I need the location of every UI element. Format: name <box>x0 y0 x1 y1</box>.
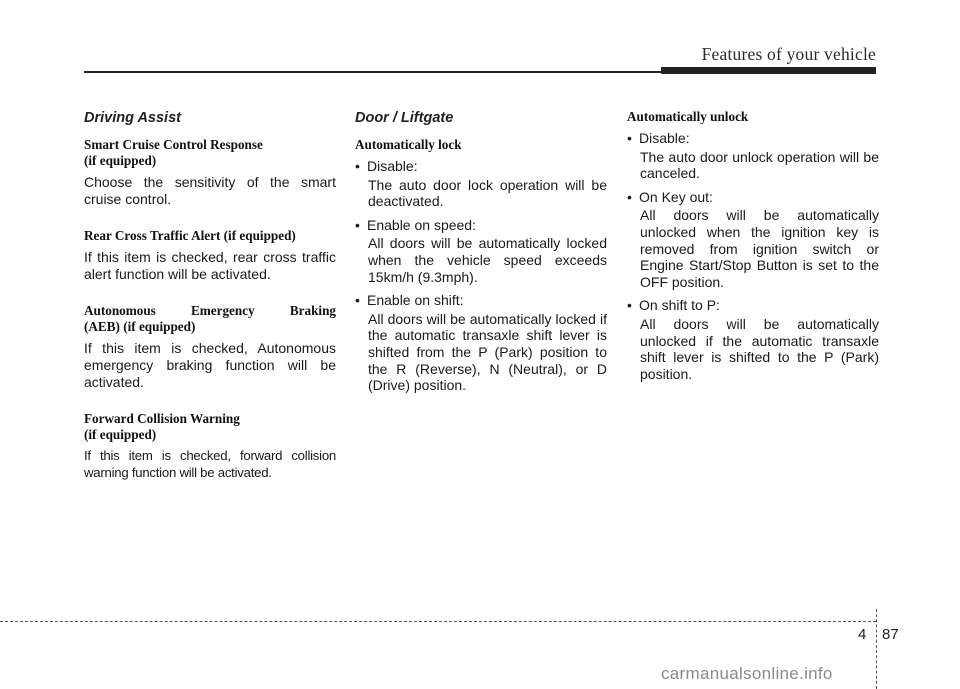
auto-unlock-column <box>627 109 879 389</box>
page-header-title: Features of your vehicle <box>701 44 876 64</box>
watermark: carmanualsonline.info <box>661 664 833 683</box>
list-item <box>627 189 879 291</box>
header-rule <box>84 71 661 73</box>
setting-heading <box>84 137 336 169</box>
option-description: All doors will be automatically unlocked when the ignition key is removed from ignition switch or Engine Start/Stop Button is set to the OFF position. <box>640 207 879 290</box>
setting-description: Choose the sensitivity of the smart cruise control. <box>84 174 336 207</box>
setting-heading-line2: (if equipped) <box>84 153 157 168</box>
setting-heading-line2: (if equipped) <box>84 427 157 443</box>
bullet-icon: • <box>627 297 632 314</box>
bullet-icon: • <box>627 130 632 146</box>
section-title-door-liftgate: Door / Liftgate <box>355 110 454 126</box>
option-description: The auto door unlock operation will be canceled. <box>640 148 879 182</box>
setting-heading <box>84 303 336 335</box>
bullet-icon: • <box>355 158 360 174</box>
option-label: Disable: <box>639 130 690 146</box>
list-item <box>355 158 607 210</box>
option-label: On shift to P: <box>639 297 720 314</box>
setting-heading-line1: Forward Collision Warning <box>84 411 240 427</box>
bullet-icon: • <box>355 292 360 309</box>
setting-description: If this item is checked, rear cross traffic alert function will be activated. <box>84 249 336 282</box>
option-label: Enable on shift: <box>367 292 464 309</box>
bullet-icon: • <box>355 216 360 233</box>
list-item <box>355 217 607 285</box>
setting-heading-line2: (AEB) (if equipped) <box>84 319 196 335</box>
section-title-driving-assist: Driving Assist <box>84 110 181 126</box>
footer-rule <box>0 621 876 622</box>
setting-description: If this item is checked, Autonomous emergency braking function will be activated. <box>84 340 336 390</box>
setting-description: If this item is checked, forward collision warning function will be activated. <box>84 448 336 480</box>
list-item <box>355 292 607 394</box>
option-label: Disable: <box>367 158 418 174</box>
list-item <box>627 130 879 182</box>
chapter-number: 4 <box>858 626 867 643</box>
footer-divider <box>876 609 877 689</box>
option-description: All doors will be automatically unlocked if the automatic transaxle shift lever is shifted to the P (Park) position. <box>640 315 879 382</box>
door-liftgate-column <box>355 109 607 401</box>
option-description: All doors will be automatically locked when the vehicle speed exceeds 15km/h (9.3mph). <box>368 235 607 285</box>
list-item <box>627 297 879 382</box>
option-description: The auto door lock operation will be deactivated. <box>368 176 607 210</box>
option-label: Enable on speed: <box>367 216 476 233</box>
setting-heading-line1: Smart Cruise Control Response <box>84 137 263 152</box>
unlock-heading: Automatically unlock <box>627 109 749 124</box>
option-description: All doors will be automatically locked if the automatic transaxle shift lever is shifted from the P (Park) position to the R (Reverse), N (Neutral), or D (Drive) position. <box>368 310 607 394</box>
lock-heading: Automatically lock <box>355 137 462 152</box>
option-label: On Key out: <box>639 188 713 205</box>
header-rule-accent <box>661 67 876 74</box>
setting-heading: Rear Cross Traffic Alert (if equipped) <box>84 228 296 244</box>
page-number: 87 <box>882 626 899 643</box>
setting-heading-line1: Autonomous Emergency Braking <box>84 303 336 319</box>
bullet-icon: • <box>627 188 632 205</box>
setting-heading <box>84 411 336 443</box>
driving-assist-column <box>84 109 336 502</box>
